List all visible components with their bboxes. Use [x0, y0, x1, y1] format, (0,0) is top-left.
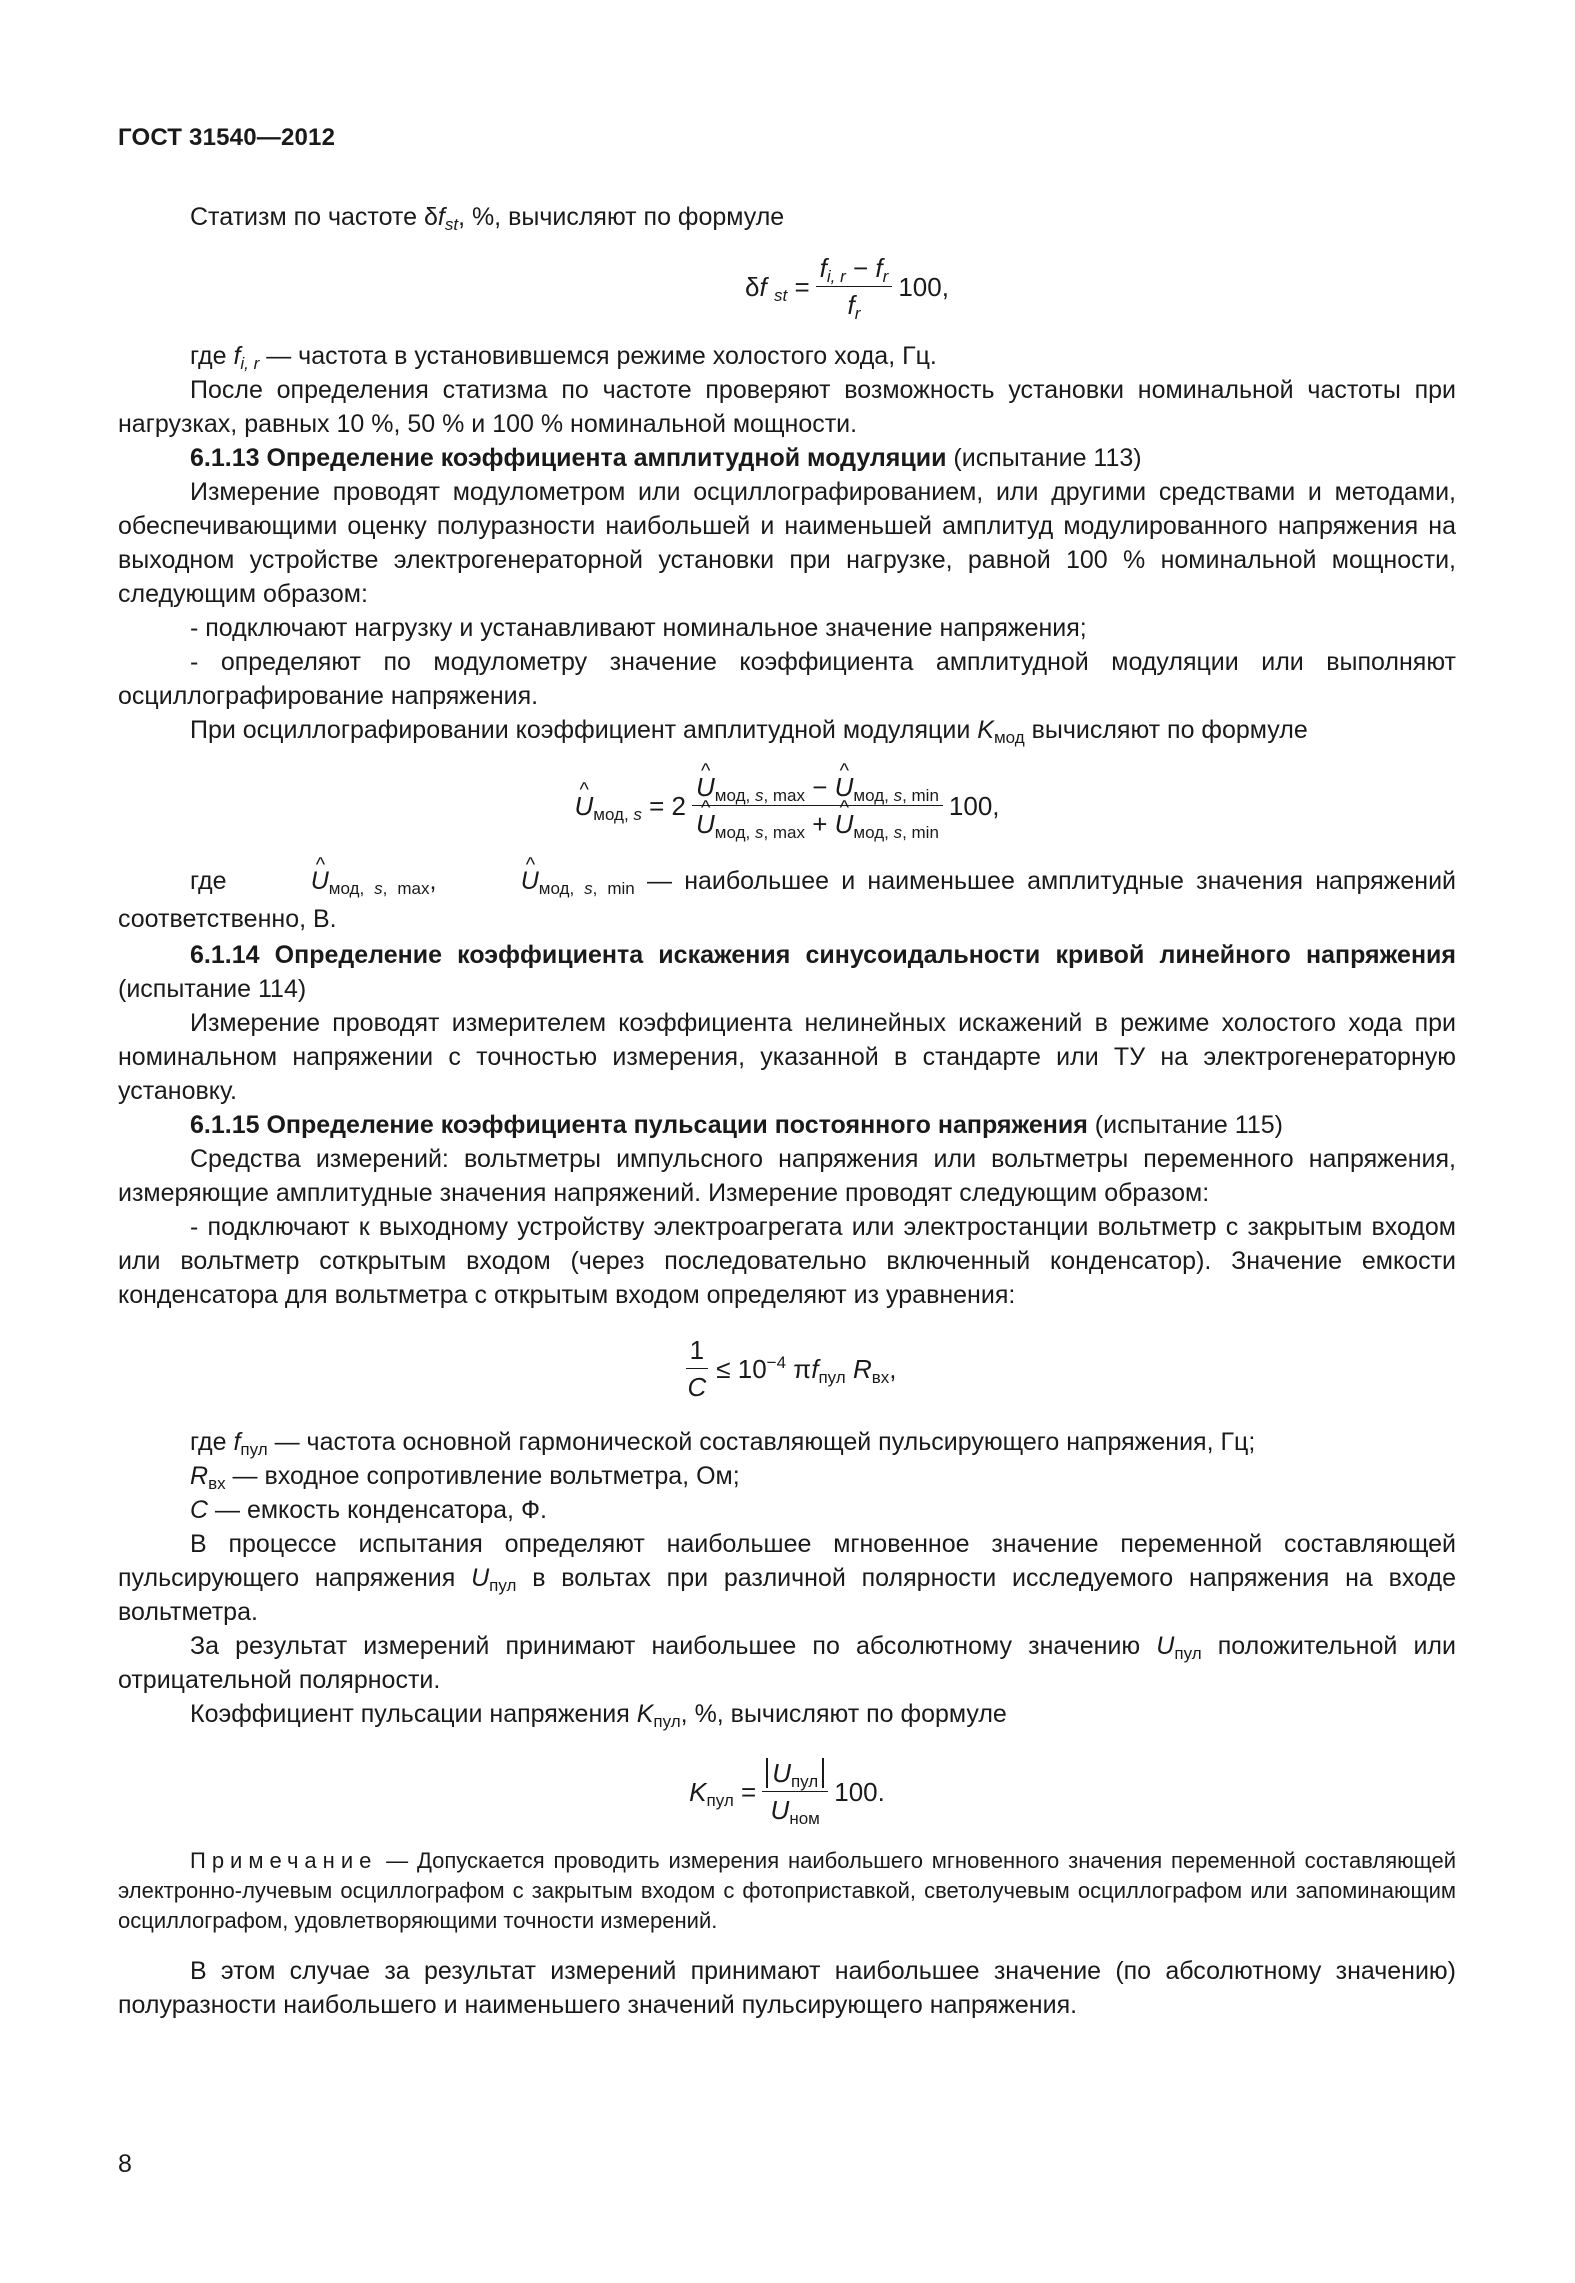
formula-statism: δf $_{st}$ = $\frac{f_{i, r} - f_r}{f_r}$ 100,	[745, 253, 949, 323]
definition-c: C — емкость конденсатора, Ф.	[190, 1496, 547, 1524]
definition-rvx: $R_{вх}$ — входное сопротивление вольтметра, Ом;	[190, 1462, 740, 1493]
list-item-613-2: - определяют по модулометру значение коэффициента амплитудной модуляции или выполняют осциллографирование напряжения.	[118, 648, 1456, 710]
section-6-1-14-heading: 6.1.14 Определение коэффициента искажения синусоидальности кривой линейного напряжения (испытание 114)	[118, 941, 1456, 1003]
document-header: ГОСТ 31540—2012	[118, 124, 336, 151]
definition-fpul: где $f_{пул}$ — частота основной гармонической составляющей пульсирующего напряжения, Гц;	[190, 1428, 1256, 1459]
section-6-1-15-heading: 6.1.15 Определение коэффициента пульсации постоянного напряжения (испытание 115)	[190, 1111, 1283, 1139]
definition-umod: где ^ $U_{мод, s, max}$, ^ $U_{мод, s, min}$ — наибольшее и наименьшее амплитудные значения напряжений соответственно, В.	[118, 862, 1456, 938]
section-6-1-13-heading: 6.1.13 Определение коэффициента амплитудной модуляции (испытание 113)	[190, 444, 1142, 472]
paragraph-final: В этом случае за результат измерений принимают наибольшее значение (по абсолютному значению) полуразности наибольшего и наименьшего значений пульсирующего напряжения.	[118, 1957, 1456, 2019]
fraction: $\frac{f_{i, r} - f_r}{f_r}$	[816, 252, 893, 321]
paragraph-615-2: В процессе испытания определяют наибольшее мгновенное значение переменной составляющей пульсирующего напряжения $U_{пул}$ в вольтах при различной полярности исследуемого напряжения на входе вольтметра.	[118, 1530, 1456, 1626]
fraction: $\frac{U_{пул}}{U_{ном}}$	[762, 1757, 828, 1826]
note-paragraph: Примечание — Допускается проводить измерения наибольшего мгновенного значения переменной составляющей электронно-лучевым осциллографом с закрытым входом с фотоприставкой, светолучевым осциллографом или запоминающим осциллографом, удовлетворяющими точности измерений.	[118, 1848, 1456, 1933]
paragraph-614-1: Измерение проводят измерителем коэффициента нелинейных искажений в режиме холостого хода при номинальном напряжении с точностью измерения, указанной в стандарте или ТУ на электрогенераторную установку.	[118, 1009, 1456, 1105]
formula-kpul: $K_{пул}$ = $\frac{U_{пул}}{U_{ном}}$ 100.	[689, 1758, 885, 1828]
list-item-615-1: - подключают к выходному устройству электроагрегата или электростанции вольтметр с закрытым входом или вольтметр соткрытым входом (через последовательно включенный конденсатор). Значение емкости конденсатора для вольтметра с открытым входом определяют из уравнения:	[118, 1213, 1456, 1309]
formula-capacitance: $\frac{1}{C}$ ≤ $10^{-4}$ $\pi f_{пул}$ $R_{вх}$,	[118, 1334, 1456, 1403]
paragraph-613-kmod: При осциллографировании коэффициент амплитудной модуляции $K_{мод}$ вычисляют по формуле	[190, 716, 1308, 747]
paragraph-615-1: Средства измерений: вольтметры импульсного напряжения или вольтметры переменного напряжения, измеряющие амплитудные значения напряжений. Измерение проводят следующим образом:	[118, 1145, 1456, 1207]
paragraph-615-3: За результат измерений принимают наибольшее по абсолютному значению $U_{пул}$ положительной или отрицательной полярности.	[118, 1632, 1456, 1694]
list-item-613-1: - подключают нагрузку и устанавливают номинальное значение напряжения;	[190, 614, 1087, 642]
paragraph-613-1: Измерение проводят модулометром или осциллографированием, или другими средствами и методами, обеспечивающими оценку полуразности наибольшей и наименьшей амплитуд модулированного напряжения на выходном устройстве электрогенераторной установки при нагрузке, равной 100 % номинальной мощности, следующим образом:	[118, 478, 1456, 608]
paragraph-statism-intro: Статизм по частоте $\delta f_{st}$, %, вычисляют по формуле	[190, 203, 785, 234]
page-number: 8	[118, 2150, 132, 2178]
document-body	[118, 200, 1456, 2022]
fraction: ^ $U_{мод, s, max}$ − ^ $U_{мод, s, min}$ ^ $U_{мод, s, max}$ + ^ $U_{мод, s, min}$	[692, 771, 943, 840]
definitions-list	[118, 1425, 1456, 1527]
definition-fir: где $f_{i, r}$ — частота в установившемся режиме холостого хода, Гц.	[190, 342, 937, 373]
paragraph-615-4: Коэффициент пульсации напряжения $K_{пул}$, %, вычисляют по формуле	[190, 1700, 1007, 1731]
formula-kmod: ^ $U_{мод, s} = 2$ ^ $U_{мод, s, max}$ − ^ $U_{мод, s, min}$ ^ $U_{мод, s, max}$ + ^ $U_{мод, s, min}$ 100,	[118, 771, 1456, 840]
fraction: $\frac{1}{C}$	[687, 1335, 707, 1402]
paragraph-after-statism: После определения статизма по частоте проверяют возможность установки номинальной частоты при нагрузках, равных 10 %, 50 % и 100 % номинальной мощности.	[118, 376, 1456, 438]
